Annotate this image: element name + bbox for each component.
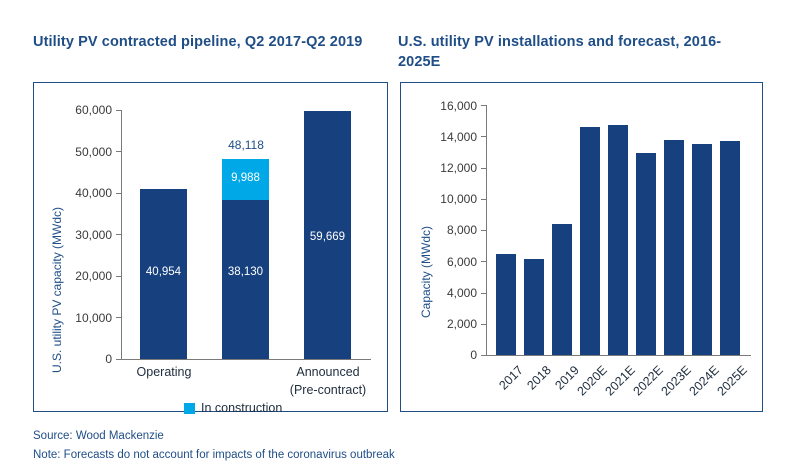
- xtick-announced: Announced: [296, 365, 360, 379]
- right-ytick-2: 4,000: [446, 286, 477, 300]
- bar-2017: [496, 254, 516, 355]
- bar-2021e: [608, 125, 628, 355]
- right-y-axis-title: Capacity (MWdc): [419, 225, 433, 318]
- bar-2018: [524, 259, 544, 355]
- legend-label: In construction: [201, 401, 283, 415]
- bar-announced-label: 59,669: [309, 231, 346, 243]
- xtick-2022e: 2022E: [630, 363, 666, 399]
- right-ytick-6: 12,000: [440, 161, 477, 175]
- left-ytick-1: 10,000: [75, 311, 112, 325]
- left-y-axis-title: U.S. utility PV capacity (MWdc): [50, 206, 64, 373]
- left-ytick-2: 20,000: [75, 269, 112, 283]
- left-ytick-0: 0: [105, 352, 112, 366]
- xtick-2020e: 2020E: [574, 363, 610, 399]
- left-y-axis-line: [121, 110, 122, 360]
- bar-contracted-construction-label: 9,988: [231, 172, 260, 184]
- left-x-axis-line: [121, 359, 371, 360]
- xtick-2019: 2019: [552, 363, 582, 393]
- bar-contracted-total-label: 48,118: [228, 138, 264, 152]
- xtick-2017: 2017: [496, 363, 526, 393]
- left-chart-title: Utility PV contracted pipeline, Q2 2017-Q2 2019: [33, 34, 363, 50]
- right-ytick-1: 2,000: [446, 317, 477, 331]
- left-ytick-6: 60,000: [75, 103, 112, 117]
- xtick-operating: Operating: [136, 365, 192, 379]
- right-ytick-5: 10,000: [440, 192, 477, 206]
- left-ytick-4: 40,000: [75, 186, 112, 200]
- forecast-note: Note: Forecasts do not account for impacts of the coronavirus outbreak: [33, 449, 395, 461]
- xtick-2021e: 2021E: [602, 363, 638, 399]
- bar-contracted-base-label: 38,130: [227, 266, 264, 278]
- right-ytick-0: 0: [470, 348, 477, 362]
- legend-in-construction: [184, 401, 282, 415]
- right-y-axis-line: [486, 105, 487, 355]
- left-ytick-5: 50,000: [75, 145, 112, 159]
- right-ytick-7: 14,000: [440, 130, 477, 144]
- xtick-2024e: 2024E: [686, 363, 722, 399]
- left-chart-panel: [33, 82, 388, 415]
- right-x-axis-line: [486, 355, 751, 356]
- left-ytick-3: 30,000: [75, 228, 112, 242]
- bar-2022e: [636, 153, 656, 355]
- xtick-2018: 2018: [524, 363, 554, 393]
- bar-2020e: [580, 127, 600, 355]
- right-ytick-4: 8,000: [446, 223, 477, 237]
- right-chart-panel: [400, 82, 763, 412]
- bar-2019: [552, 224, 572, 355]
- legend-swatch-icon: [184, 403, 195, 414]
- bar-2023e: [664, 140, 684, 355]
- bar-2024e: [692, 144, 712, 355]
- right-ytick-8: 16,000: [440, 99, 477, 113]
- xtick-2023e: 2023E: [658, 363, 694, 399]
- bar-operating-label: 40,954: [145, 266, 182, 278]
- right-ytick-3: 6,000: [446, 255, 477, 269]
- right-chart-title: U.S. utility PV installations and forecast, 2016-2025E: [398, 34, 722, 70]
- source-note: Source: Wood Mackenzie: [33, 430, 164, 442]
- xtick-2025e: 2025E: [714, 363, 750, 399]
- bar-2025e: [720, 141, 740, 355]
- xtick-announced-sub: (Pre-contract): [289, 383, 367, 397]
- bar-contracted: [222, 200, 269, 359]
